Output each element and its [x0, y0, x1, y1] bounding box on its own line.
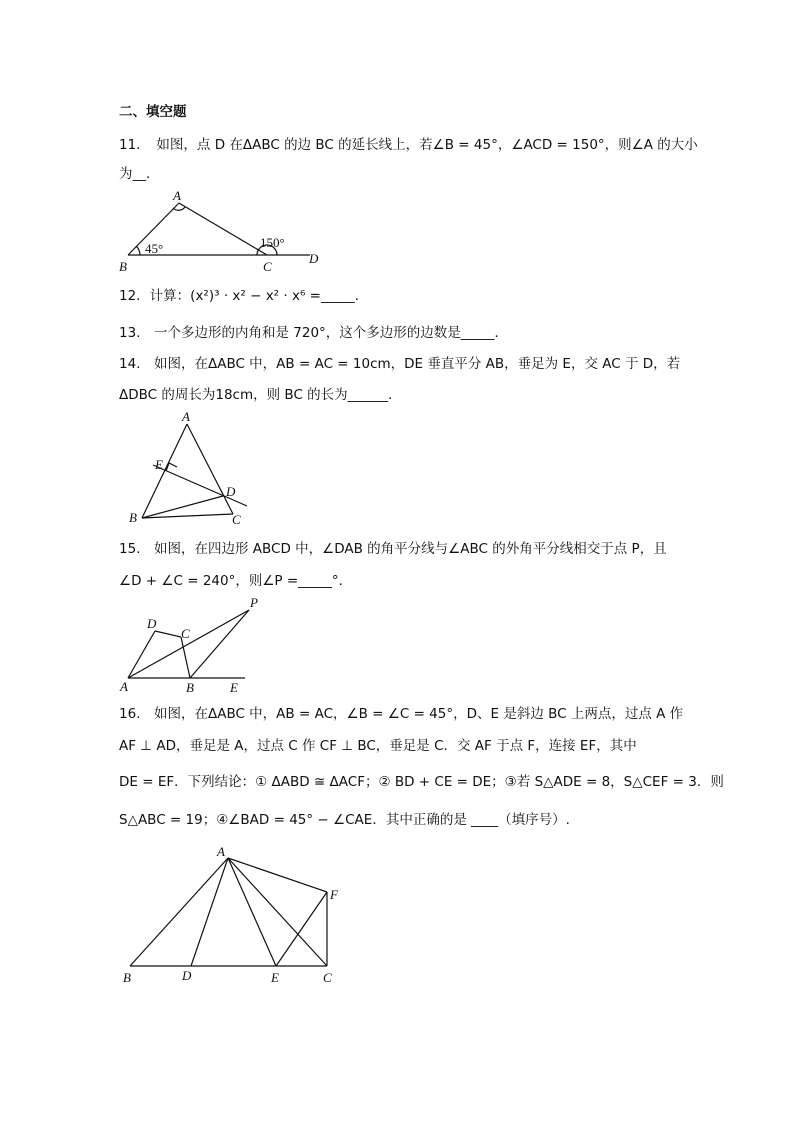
q14-label-b: B	[129, 510, 137, 525]
q11-angle-b: 45°	[145, 241, 164, 256]
q14-line-1: 14. 如图，在ΔABC 中，AB = AC = 10cm，DE 垂直平分 AB，垂足为 E，交 AC 于 D，若	[119, 356, 681, 372]
q14-label-e: E	[155, 457, 163, 472]
q16-label-c: C	[323, 970, 332, 985]
q16-line-1: 16. 如图，在ΔABC 中，AB = AC，∠B = ∠C = 45°，D、E 是斜边 BC 上两点，过点 A 作	[119, 706, 684, 722]
q14-label-d: D	[226, 484, 236, 499]
q15-line-2: ∠D + ∠C = 240°，则∠P =_____°．	[119, 573, 353, 589]
q14-line-2: ΔDBC 的周长为18cm，则 BC 的长为______．	[119, 387, 402, 403]
section-title: 二、填空题	[119, 104, 187, 120]
q15-label-e: E	[230, 680, 238, 695]
q14-label-a: A	[182, 409, 190, 424]
q16-line-2: AF ⊥ AD，垂足是 A，过点 C 作 CF ⊥ BC，垂足是 C．交 AF 于点 F，连接 EF，其中	[119, 738, 637, 754]
q16-figure	[115, 840, 355, 990]
q16-label-e: E	[271, 970, 279, 985]
q11-line-1: 11． 如图，点 D 在ΔABC 的边 BC 的延长线上，若∠B = 45°，∠ACD = 150°，则∠A 的大小	[119, 137, 698, 153]
q11-label-d: D	[309, 251, 319, 266]
q16-line-4: S△ABC = 19；④∠BAD = 45° − ∠CAE．其中正确的是 ____（填序号）.	[119, 812, 570, 828]
q14-label-c: C	[232, 512, 241, 527]
q11-figure	[115, 185, 330, 277]
q11-label-c: C	[263, 259, 272, 274]
q15-line-1: 15. 如图，在四边形 ABCD 中，∠DAB 的角平分线与∠ABC 的外角平分线相交于点 P，且	[119, 541, 667, 557]
q16-label-b: B	[123, 970, 131, 985]
q12-line-1: 12．计算：(x²)³ · x² − x² · x⁶ =_____．	[119, 288, 369, 304]
q16-label-a: A	[217, 844, 225, 859]
q13-line-1: 13. 一个多边形的内角和是 720°，这个多边形的边数是_____．	[119, 325, 509, 341]
q15-label-p: P	[250, 595, 258, 610]
q11-angle-c: 150°	[260, 235, 285, 250]
q15-label-c: C	[181, 626, 190, 641]
q16-label-f: F	[330, 887, 338, 902]
q15-figure	[115, 595, 270, 697]
q14-figure	[125, 410, 255, 530]
q16-line-3: DE = EF．下列结论：① ΔABD ≅ ΔACF；② BD + CE = DE；③若 S△ADE = 8，S△CEF = 3．则	[119, 774, 724, 790]
q11-label-b: B	[119, 259, 127, 274]
q15-label-b: B	[186, 680, 194, 695]
q11-label-a: A	[173, 188, 181, 203]
q11-line-2: 为__．	[119, 166, 160, 182]
q15-label-d: D	[147, 616, 157, 631]
q16-label-d: D	[182, 968, 192, 983]
q15-label-a: A	[120, 679, 128, 694]
